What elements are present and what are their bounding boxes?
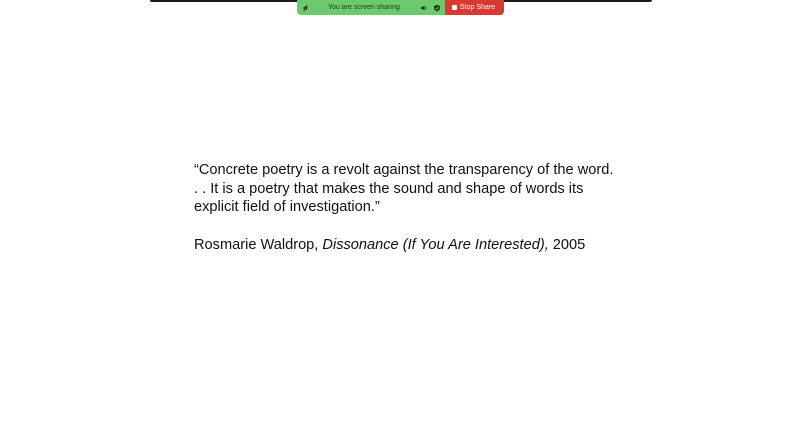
citation-year: 2005 <box>548 236 586 253</box>
quote-line: explicit field of investigation.” <box>194 199 380 216</box>
citation-author: Rosmarie Waldrop, <box>194 236 323 253</box>
quote-block <box>194 161 634 255</box>
stop-square-icon <box>452 5 457 10</box>
quote-text <box>194 161 634 217</box>
share-status-area[interactable] <box>297 0 445 15</box>
quote-line: . . It is a poetry that makes the sound and shape of words its <box>194 180 584 197</box>
citation <box>194 236 634 255</box>
shield-icon[interactable] <box>433 4 441 12</box>
speaker-icon[interactable] <box>420 4 428 12</box>
stop-share-label: Stop Share <box>459 4 495 11</box>
stop-share-button[interactable] <box>445 0 504 15</box>
screen-share-bar <box>297 0 504 15</box>
share-pointer-icon[interactable] <box>301 4 309 12</box>
share-status-text: You are screen sharing <box>328 4 400 11</box>
citation-work: Dissonance (If You Are Interested), <box>322 236 549 253</box>
quote-line: “Concrete poetry is a revolt against the transparency of the word. <box>194 162 614 178</box>
